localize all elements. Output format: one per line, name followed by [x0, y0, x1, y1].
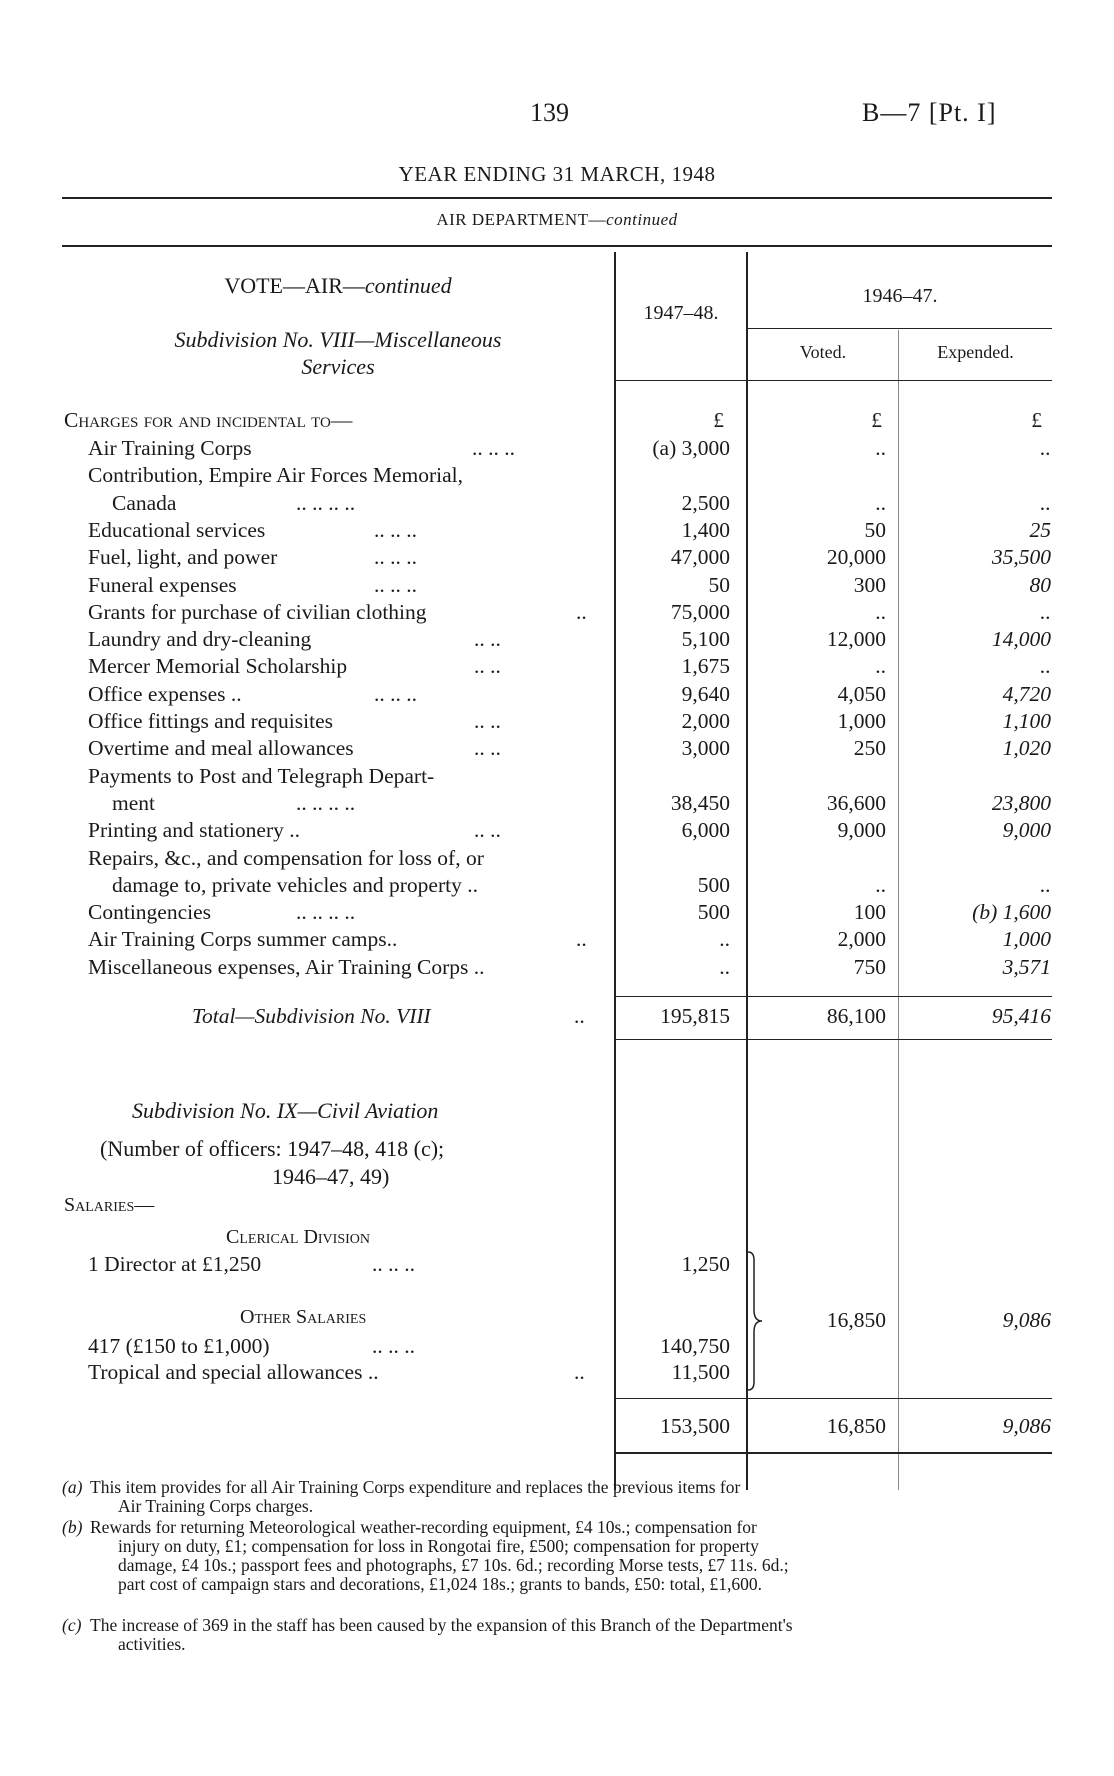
salaries-brace	[740, 1250, 770, 1392]
department-title: AIR DEPARTMENT—continued	[436, 210, 678, 229]
charge-1947-48: (a) 3,000	[652, 436, 730, 460]
charge-expended: 9,000	[1002, 818, 1051, 843]
charge-leader-dots: .. ..	[474, 818, 501, 843]
footnote-line: The increase of 369 in the staff has been caused by the expansion of this Branch of the Department's	[90, 1615, 793, 1635]
currency-expended: £	[1031, 408, 1042, 432]
tropical-row	[0, 1360, 1114, 1387]
charge-row	[0, 682, 1114, 709]
director-dots: .. .. ..	[372, 1252, 415, 1276]
total-viii-voted: 86,100	[826, 1004, 886, 1028]
charge-leader-dots: ..	[576, 927, 587, 952]
charge-voted: 36,600	[826, 790, 886, 815]
charge-leader-dots: ..	[576, 599, 587, 624]
subdivision-viii-heading-cont: Services	[301, 354, 375, 379]
officers-line-1: (Number of officers: 1947–48, 418 (c);	[100, 1136, 445, 1161]
charge-desc: Air Training Corps	[88, 436, 252, 460]
charge-row	[0, 627, 1114, 654]
header-rule-top	[62, 197, 1052, 199]
charge-voted: 50	[864, 517, 886, 542]
charge-desc: Printing and stationery ..	[88, 818, 300, 843]
charges-heading: Charges for and incidental to—	[64, 408, 353, 432]
footnote-label: (b)	[62, 1517, 83, 1537]
tropical-desc: Tropical and special allowances ..	[88, 1360, 379, 1384]
column-head-expended: Expended.	[937, 342, 1014, 362]
total-ix-1947-48: 153,500	[660, 1414, 730, 1438]
charge-leader-dots: .. ..	[474, 736, 501, 761]
charge-voted: 4,050	[837, 681, 886, 706]
charge-desc: Contingencies	[88, 900, 212, 925]
charge-leader-dots: .. .. ..	[374, 572, 417, 597]
charge-row	[0, 709, 1114, 736]
column-head-voted: Voted.	[799, 342, 847, 362]
charge-voted: 100	[853, 900, 886, 925]
charge-desc: Educational services	[88, 517, 266, 542]
charge-leader-dots: .. .. .. ..	[296, 900, 356, 925]
charge-row	[0, 846, 1114, 873]
charge-voted: ..	[875, 872, 886, 897]
tropical-dots: ..	[574, 1360, 585, 1384]
charge-desc: Air Training Corps summer camps..	[88, 927, 398, 952]
charge-desc: Grants for purchase of civilian clothing	[88, 599, 427, 624]
charge-1947-48: 38,450	[670, 790, 730, 815]
charge-desc: Miscellaneous expenses, Air Training Corps ..	[88, 954, 485, 979]
charge-1947-48: 3,000	[681, 736, 730, 761]
vote-heading: VOTE—AIR—continued	[224, 273, 452, 298]
charge-leader-dots: .. .. .. ..	[296, 490, 356, 515]
footnote-label: (a)	[62, 1477, 83, 1497]
charge-1947-48: 2,000	[681, 709, 730, 733]
charge-leader-dots: .. .. ..	[374, 681, 417, 706]
officers-line-2: 1946–47, 49)	[272, 1164, 390, 1189]
charge-1947-48: 47,000	[670, 545, 730, 570]
charge-desc: Repairs, &c., and compensation for loss of, or	[88, 845, 484, 870]
charge-1947-48: 1,400	[681, 517, 730, 542]
charge-expended: 14,000	[991, 627, 1051, 652]
charge-row	[0, 927, 1114, 954]
brace-voted: 16,850	[826, 1308, 886, 1332]
charge-expended: ..	[1040, 872, 1051, 897]
charge-expended: ..	[1040, 490, 1051, 515]
charge-row	[0, 900, 1114, 927]
charge-expended: 35,500	[991, 545, 1051, 570]
charge-voted: ..	[875, 436, 886, 460]
charge-row	[0, 736, 1114, 763]
column-head-1946-47: 1946–47.	[862, 285, 938, 307]
total-viii-dots: ..	[574, 1004, 585, 1028]
charge-row	[0, 818, 1114, 845]
table-bottom-rule	[614, 1452, 1052, 1454]
director-row	[0, 1252, 1114, 1279]
footnote-line: injury on duty, £1; compensation for loss in Rongotai fire, £500; compensation for property	[118, 1536, 759, 1556]
charge-expended: 4,720	[1002, 681, 1051, 706]
charge-1947-48: 1,675	[681, 654, 730, 679]
charge-desc: Canada	[112, 490, 177, 515]
total-viii-1947-48: 195,815	[660, 1004, 730, 1028]
footnote-line: This item provides for all Air Training Corps expenditure and replaces the previous items for	[90, 1477, 741, 1497]
charge-desc: Laundry and dry-cleaning	[88, 627, 312, 652]
charge-expended: 1,000	[1002, 927, 1051, 952]
charge-expended: 3,571	[1002, 954, 1051, 979]
footnote	[62, 1616, 1052, 1654]
charge-expended: ..	[1040, 654, 1051, 679]
charge-1947-48: 6,000	[681, 818, 730, 843]
charge-row	[0, 545, 1114, 572]
currency-voted: £	[871, 408, 882, 432]
charge-desc: Contribution, Empire Air Forces Memorial,	[88, 463, 464, 488]
charge-row	[0, 573, 1114, 600]
charge-1947-48: 500	[697, 900, 730, 925]
charge-leader-dots: .. ..	[474, 627, 501, 652]
charge-voted: ..	[875, 599, 886, 624]
subdivision-viii-heading: Subdivision No. VIII—Miscellaneous	[174, 327, 502, 352]
footnote-line: Rewards for returning Meteorological weather-recording equipment, £4 10s.; compensation for	[90, 1517, 757, 1537]
charge-1947-48: 9,640	[681, 681, 730, 706]
charge-row	[0, 764, 1114, 791]
footnote-line: damage, £4 10s.; passport fees and photographs, £7 10s. 6d.; recording Morse tests, £7 11s. 6d.;	[118, 1555, 789, 1575]
charge-voted: 750	[853, 954, 886, 979]
charge-expended: 80	[1029, 572, 1051, 597]
charges-heading-row	[0, 408, 1114, 435]
total-viii-label: Total—Subdivision No. VIII	[192, 1004, 431, 1028]
charge-leader-dots: .. ..	[474, 654, 501, 679]
charge-voted: 20,000	[826, 545, 886, 570]
charge-1947-48: ..	[719, 927, 730, 952]
clerical-division-heading: Clerical Division	[226, 1226, 370, 1248]
charge-desc: Office expenses ..	[88, 681, 242, 706]
charge-desc: Mercer Memorial Scholarship	[88, 654, 348, 679]
footnote-line: activities.	[118, 1634, 186, 1654]
charge-desc: Payments to Post and Telegraph Depart-	[88, 763, 435, 788]
total-ix-row	[0, 1414, 1114, 1441]
charge-leader-dots: .. .. ..	[472, 436, 515, 460]
charge-row	[0, 463, 1114, 490]
charge-row	[0, 491, 1114, 518]
charge-voted: 1,000	[837, 709, 886, 733]
other-salaries-heading: Other Salaries	[240, 1306, 367, 1328]
total-viii-row	[0, 1004, 1114, 1031]
charge-desc: Fuel, light, and power	[88, 545, 278, 570]
total-viii-rule-bottom	[614, 1039, 1052, 1040]
subdivision-ix-heading: Subdivision No. IX—Civil Aviation	[132, 1098, 439, 1123]
staff-desc: 417 (£150 to £1,000)	[88, 1334, 270, 1358]
charge-expended: 1,100	[1002, 709, 1051, 733]
staff-row	[0, 1334, 1114, 1361]
staff-dots: .. .. ..	[372, 1334, 415, 1358]
director-1947-48: 1,250	[681, 1252, 730, 1276]
charge-1947-48: 5,100	[681, 627, 730, 652]
charge-leader-dots: .. .. ..	[374, 545, 417, 570]
charge-voted: 9,000	[837, 818, 886, 843]
footnote	[62, 1518, 1052, 1594]
footnote-line: Air Training Corps charges.	[118, 1496, 314, 1516]
total-ix-rule	[614, 1398, 1052, 1399]
charge-row	[0, 600, 1114, 627]
document-reference: B—7 [Pt. I]	[862, 98, 997, 127]
charge-voted: 300	[853, 572, 886, 597]
head-rule-bottom	[614, 380, 1052, 381]
charge-expended: ..	[1040, 436, 1051, 460]
charge-row	[0, 873, 1114, 900]
charge-voted: 2,000	[837, 927, 886, 952]
footnote-label: (c)	[62, 1615, 82, 1635]
total-viii-expended: 95,416	[991, 1004, 1051, 1028]
charge-desc: Overtime and meal allowances	[88, 736, 354, 761]
tropical-1947-48: 11,500	[671, 1360, 730, 1384]
charge-1947-48: ..	[719, 954, 730, 979]
head-rule-1946	[746, 328, 1052, 329]
charge-leader-dots: .. .. ..	[374, 517, 417, 542]
staff-1947-48: 140,750	[660, 1334, 730, 1358]
total-viii-rule	[614, 996, 1052, 997]
charge-1947-48: 500	[697, 872, 730, 897]
charge-expended: 23,800	[991, 790, 1051, 815]
charge-desc: damage to, private vehicles and property ..	[112, 872, 478, 897]
page-number: 139	[530, 98, 569, 127]
charge-row	[0, 654, 1114, 681]
charge-row	[0, 791, 1114, 818]
charge-1947-48: 2,500	[681, 490, 730, 515]
charge-row	[0, 436, 1114, 463]
brace-expended: 9,086	[1002, 1308, 1051, 1332]
charge-desc: Funeral expenses	[88, 572, 237, 597]
total-ix-voted: 16,850	[826, 1414, 886, 1438]
charge-leader-dots: .. ..	[474, 709, 501, 733]
director-desc: 1 Director at £1,250	[88, 1252, 262, 1276]
charge-row	[0, 955, 1114, 982]
footnote-line: part cost of campaign stars and decorations, £1,024 18s.; grants to bands, £50: total, £1,600.	[118, 1574, 762, 1594]
charge-expended: 1,020	[1002, 736, 1051, 761]
charge-1947-48: 75,000	[670, 599, 730, 624]
charge-leader-dots: .. .. .. ..	[296, 790, 356, 815]
charge-1947-48: 50	[708, 572, 730, 597]
salaries-heading: Salaries—	[64, 1194, 155, 1216]
currency-1947-48: £	[713, 408, 724, 432]
charge-voted: 12,000	[826, 627, 886, 652]
header-rule-bottom	[62, 245, 1052, 247]
total-ix-expended: 9,086	[1002, 1414, 1051, 1438]
charge-expended: 25	[1029, 517, 1051, 542]
charge-voted: ..	[875, 654, 886, 679]
charge-desc: Office fittings and requisites	[88, 709, 334, 733]
charge-voted: ..	[875, 490, 886, 515]
charge-voted: 250	[853, 736, 886, 761]
charge-desc: ment	[112, 790, 155, 815]
year-title: YEAR ENDING 31 MARCH, 1948	[398, 162, 716, 186]
charge-row	[0, 518, 1114, 545]
charge-expended: ..	[1040, 599, 1051, 624]
footnote	[62, 1478, 1052, 1516]
column-head-1947-48: 1947–48.	[643, 302, 719, 324]
charge-expended: (b) 1,600	[972, 900, 1051, 925]
